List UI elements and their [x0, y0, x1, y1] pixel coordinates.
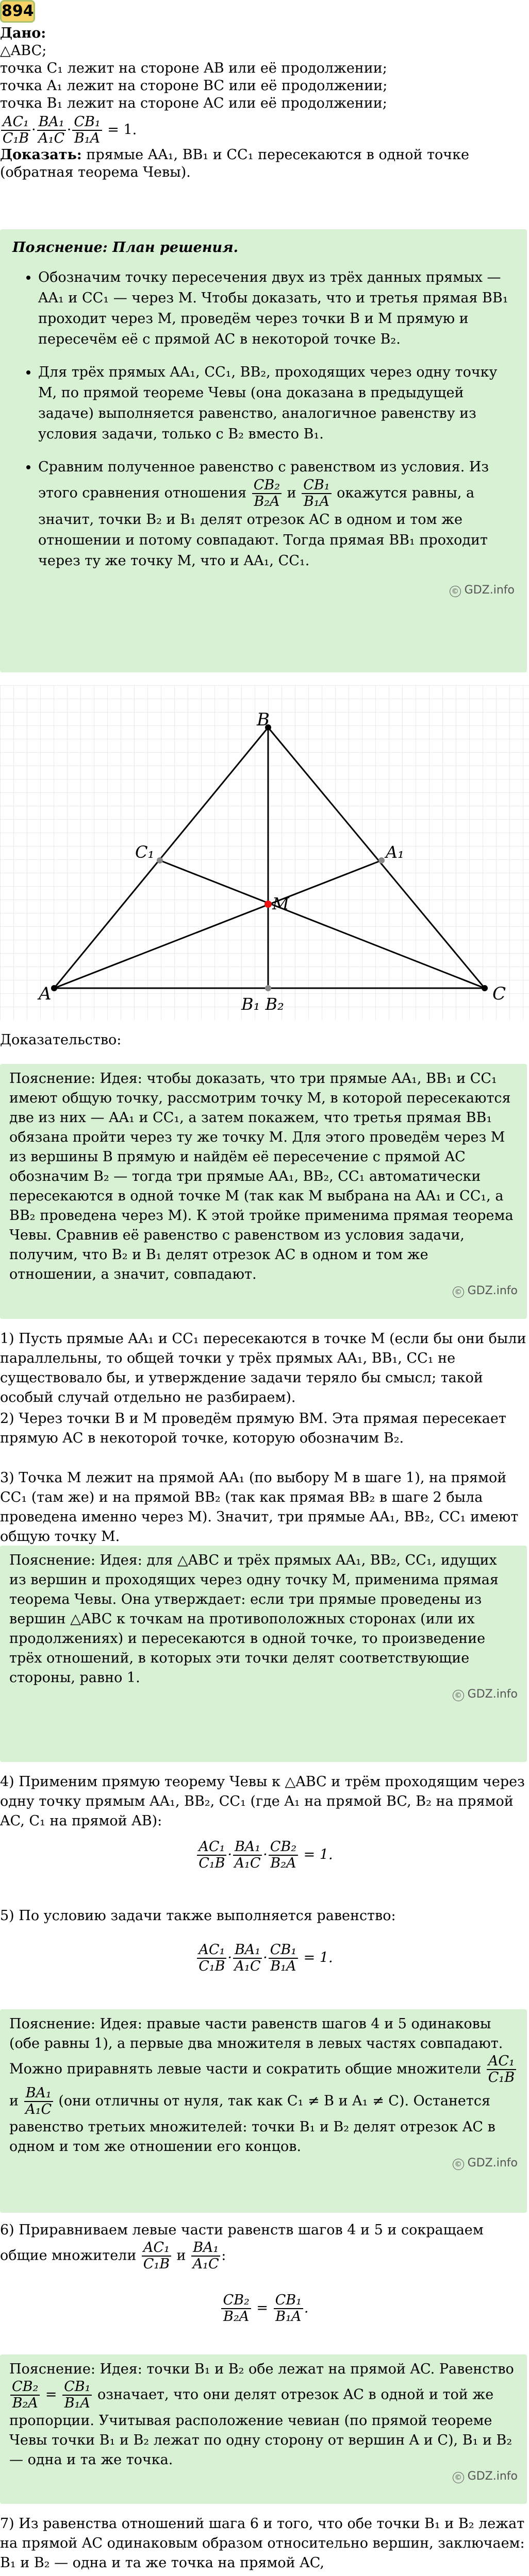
- formula-step-5: $\frac{\text{AC₁}}{\text{C₁B}}$ · $\frac{\text{BA₁}}{\text{A₁C}}$ · $\frac{\text{CB₁}}{\text{B₁A}}$ = 1.: [0, 1942, 529, 1974]
- given-line-2: точка A₁ лежит на стороне BC или её продолжении;: [0, 78, 388, 94]
- step-3: 3) Точка M лежит на прямой AA₁ (по выбору M в шаге 1), на прямой CC₁ (там же) и на прямой BB₂ (так как прямая BB₂ в шаге 2 была проведена именно через M). Значит, три прямые AA₁, BB₂, CC₁ имеют общую точку M.: [0, 1470, 519, 1545]
- label-c: C: [492, 984, 506, 1004]
- label-a1: A₁: [386, 842, 404, 862]
- given-title: Дано:: [0, 25, 46, 41]
- label-a: A: [39, 984, 52, 1004]
- label-c1: C₁: [135, 842, 155, 862]
- label-m: M: [272, 894, 289, 913]
- plan-bullet-1: • Обозначим точку пересечения двух из трёх данных прямых — AA₁ и CC₁ — через M. Чтобы доказать, что и третья прямая BB₁ проходит через M, проведём через точки B и M прямую и пересечём её с прямой AC в некоторой точке B₂.: [38, 267, 515, 350]
- given-line-3: точка B₁ лежит на стороне AC или её продолжении;: [0, 95, 387, 111]
- note-idea-1: Пояснение: Идея: чтобы доказать, что три прямые AA₁, BB₁ и CC₁ имеют общую точку, рассмотрим точку M, в которой пересекаются две из них — AA₁ и CC₁, а затем покажем, что третья прямая BB₁ обязана пройти через ту же точку M. Для этого проведём через M из вершины B прямую и найдём её пересечение с прямой AC обозначим B₂ — тогда три прямые AA₁, BB₂, CC₁ автоматически пересекаются в одной точке M (так как M выбрана на AA₁ и CC₁, а BB₂ проведена через M). К этой тройке применима прямая теорема Чевы. Сравнив её равенство с равенством из условия задачи, получим, что B₂ и B₁ делят отрезок AC в одном и том же отношении, а значит, совпадают. © GDZ.info: [0, 1064, 527, 1319]
- plan-bullet-2: • Для трёх прямых AA₁, CC₁, BB₂, проходящих через одну точку M, по прямой теореме Чевы (она доказана в предыдущей задаче) выполняется равенство, аналогичное равенству из условия задачи, только с B₂ вместо B₁.: [38, 362, 515, 445]
- proof-label: Доказательство:: [0, 1032, 122, 1048]
- step-7: 7) Из равенства отношений шага 6 и того, что обе точки B₁ и B₂ лежат на прямой AC одинаковым образом относительно вершин, заключаем: B₁ и B₂ — одна и та же точка на прямой AC,: [0, 2516, 525, 2571]
- step-1: 1) Пусть прямые AA₁ и CC₁ пересекаются в точке M (если бы они были параллельны, то общей точки у трёх прямых AA₁, BB₁, CC₁ не существовало бы, и утверждение задачи теряло бы смысл; такой особый случай отдельно не разбираем).: [0, 1331, 526, 1405]
- plan-heading: Пояснение: План решения.: [12, 240, 239, 256]
- given-equation: $\frac{\text{AC₁}}{\text{C₁B}}$ · $\frac{\text{BA₁}}{\text{A₁C}}$ · $\frac{\text{CB₁}}{\text{B₁A}}$ = 1.: [0, 114, 526, 146]
- plan-box: [0, 229, 527, 672]
- formula-step-6: $\frac{\text{CB₂}}{\text{B₂A}}$ = $\frac{\text{CB₁}}{\text{B₁A}}$ .: [0, 2293, 529, 2325]
- triangle-diagram: [0, 685, 529, 1020]
- step-2: 2) Через точки B и M проведём прямую BM. Эта прямая пересекает прямую AC в некоторой точке, которую обозначим B₂.: [0, 1411, 506, 1446]
- label-b1-b2: B₁ B₂: [241, 994, 284, 1014]
- prove-line: Доказать: прямые AA₁, BB₁ и CC₁ пересекаются в одной точке (обратная теорема Чевы).: [0, 147, 469, 180]
- watermark: © GDZ.info: [12, 584, 515, 597]
- step-6: 6) Приравниваем левые части равенств шагов 4 и 5 и сокращаем общие множители $\frac{\text{AC₁}}{\text{C₁B}}$ и $\frac{\text{BA₁}}{\text{A₁C}}$ :: [0, 2222, 484, 2272]
- step-4: 4) Применим прямую теорему Чевы к △ABC и трём проходящим через одну точку прямым AA₁, BB₂, CC₁ (где A₁ на прямой BC, B₂ на прямой AC, C₁ на прямой AB):: [0, 1774, 525, 1829]
- step-5: 5) По условию задачи также выполняется равенство:: [0, 1908, 396, 1924]
- label-b: B: [257, 709, 270, 730]
- given-line-1: точка C₁ лежит на стороне AB или её продолжении;: [0, 60, 387, 76]
- task-number: 894: [0, 0, 35, 23]
- note-idea-3: Пояснение: Идея: правые части равенств шагов 4 и 5 одинаковы (обе равны 1), а первые два множителя в левых частях совпадают. Можно приравнять левые части и сократить общие множители $\frac{\text{AC₁}}{\text{C₁B}}$ и $\frac{\text{BA₁}}{\text{A₁C}}$ (они отличны от нуля, так как C₁ ≠ B и A₁ ≠ C). Останется равенство третьих множителей: точки B₁ и B₂ делят отрезок AC в одном и том же отношении его концов. © GDZ.info: [0, 2009, 527, 2213]
- formula-step-4: $\frac{\text{AC₁}}{\text{C₁B}}$ · $\frac{\text{BA₁}}{\text{A₁C}}$ · $\frac{\text{CB₂}}{\text{B₂A}}$ = 1.: [0, 1839, 529, 1871]
- note-idea-4: Пояснение: Идея: точки B₁ и B₂ обе лежат на прямой AC. Равенство $\frac{\text{CB₂}}{\text{B₂A}}$ = $\frac{\text{CB₁}}{\text{B₁A}}$ означает, что они делят отрезок AC в одной и той же пропорции. Учитывая расположение чевиан (по прямой теореме Чевы точки B₁ и B₂ лежат по одну сторону от вершин A и C), B₁ и B₂ — одна и та же точка. © GDZ.info: [0, 2354, 527, 2504]
- given-block: [0, 25, 526, 181]
- given-triangle: △ABC;: [0, 43, 47, 59]
- plan-bullet-3: • Сравним полученное равенство с равенством из условия. Из этого сравнения отношения $\frac{\text{CB₂}}{\text{B₂A}}$ и $\frac{\text{CB₁}}{\text{B₁A}}$ окажутся равны, а значит, точки B₂ и B₁ делят отрезок AC в одном и том же отношении и потому совпадают. Тогда прямая BB₁ проходит через ту же точку M, что и AA₁, CC₁.: [38, 457, 515, 571]
- note-idea-2: Пояснение: Идея: для △ABC и трёх прямых AA₁, BB₂, CC₁, идущих из вершин и проходящих через одну точку M, применима прямая теорема Чевы. Она утверждает: если три прямые проведены из вершин △ABC к точкам на противоположных сторонах (или их продолжениях) и пересекаются в одной точке, то произведение трёх отношений, в которых эти точки делят соответствующие стороны, равно 1. © GDZ.info: [0, 1546, 527, 1762]
